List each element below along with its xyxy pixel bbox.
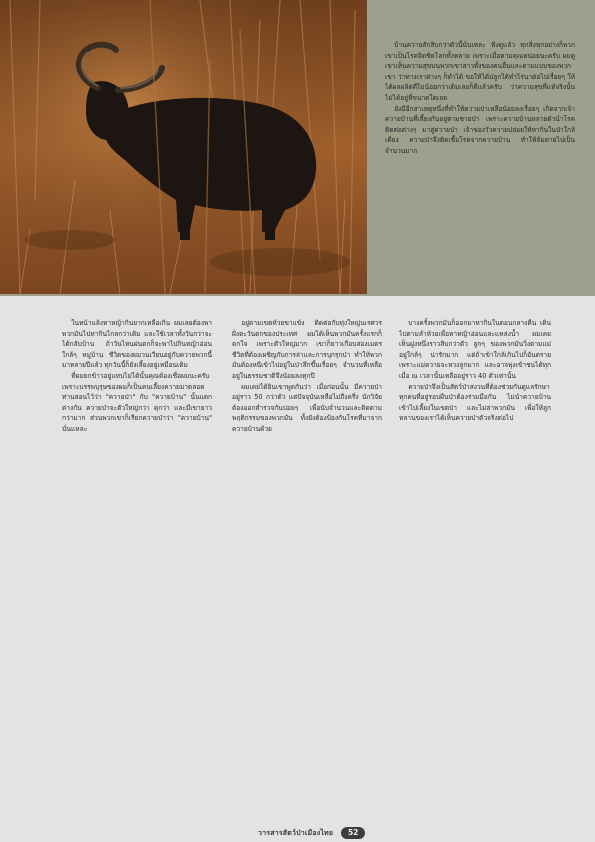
left-column <box>62 318 212 802</box>
buffalo-photo <box>0 0 367 294</box>
paragraph: ผมเคยได้ยินเขาพูดกันว่า เมื่อก่อนนั้น มีควายป่าอยู่ราว 50 กว่าตัว แต่ปัจจุบันเหลือไม่ถึงครึ่ง นักวิจัยต้องออกสำรวจกันบ่อยๆ เพื่อนับจำนวนและติดตามพฤติกรรมของพวกมัน ทั้งยังต้องป้องกันโรคที่มาจากควายบ้านด้วย <box>232 382 382 433</box>
paragraph: บางครั้งพวกมันก็ออกมาหากินในตอนกลางคืน เดินไปตามลำห้วยเพื่อหาหญ้าอ่อนและแหล่งน้ำ ผมเคยเห็นฝูงหนึ่งราวสิบกว่าตัว ลูกๆ ของพวกมันวิ่งตามแม่อยู่ใกล้ๆ น่ารักมาก แต่ถ้าเข้าใกล้เกินไปก็อันตราย เพราะแม่ควายจะหวงลูกมาก และอาจพุ่งเข้าชนได้ทุกเมื่อ ณ เวลานั้นเหลืออยู่ราว 40 ตัวเท่านั้น <box>399 319 551 380</box>
paragraph: ที่ผมยกข้าวอยู่แทบไม่ได้นั้นคุณต้องเชื่อผมนะครับ เพราะบรรพบุรุษของผมก็เป็นคนเลี้ยงควายมาตลอด ท่านสอนไว้ว่า "ควายป่า" กับ "ควายบ้าน" นั้นแตกต่างกัน ควายป่าจะตัวใหญ่กว่า ดุกว่า และมีเขายาวกว่ามาก ส่วนพวกเขาก็เรียกควายป่าว่า "ควายบ้าน" นั่นแหละ <box>62 371 212 433</box>
page-number: 52 <box>341 827 365 839</box>
journal-title: วารสารสัตว์ป่าเมืองไทย <box>258 828 334 837</box>
paragraph: ในหน้าแล้งหาหญ้ากินยากเหลือเกิน ผมเลยต้องพาพวกมันไปหากินไกลกว่าเดิม และใช้เวลาทั้งวันกว่าจะได้กลับบ้าน ถ้าวันไหนฝนตกก็จะพาไปกินหญ้าอ่อนใกล้ๆ หมู่บ้าน ชีวิตของผมวนเวียนอยู่กับควายพวกนี้มาหลายปีแล้ว ทุกวันนี้ก็ยังเลี้ยงอยู่เหมือนเดิม <box>62 319 212 370</box>
paragraph: อยู่ตามเขตห้วยขาแข้ง ติดต่อกับทุ่งใหญ่นเรศวร ฝั่งตะวันตกของประเทศ ผมได้เห็นพวกมันครั้งแรกก็ตกใจ เพราะตัวใหญ่มาก เขาก็ยาวเกือบสองเมตร ชีวิตที่ต้องเผชิญกับการล่าและการบุกรุกป่า ทำให้พวกมันต้องหนีเข้าไปอยู่ในป่าลึกขึ้นเรื่อยๆ จำนวนที่เหลืออยู่ในธรรมชาติจึงน้อยลงทุกปี <box>232 319 382 380</box>
right-column <box>399 318 551 802</box>
paragraph: ควายป่าจึงเป็นสัตว์ป่าสงวนที่ต้องช่วยกันดูแลรักษา ทุกคนที่อยู่รอบผืนป่าต้องร่วมมือกัน ไม่นำควายบ้านเข้าไปเลี้ยงในเขตป่า และไม่ล่าพวกมัน เพื่อให้ลูกหลานของเราได้เห็นควายป่าตัวจริงต่อไป <box>399 382 551 423</box>
top-right-column <box>385 40 575 296</box>
middle-column <box>232 318 382 802</box>
page-footer <box>258 826 365 840</box>
paragraph: ยังมีอีกสาเหตุหนึ่งที่ทำให้ควายป่าเหลือน้อยลงเรื่อยๆ เกิดจากเจ้าควายบ้านที่เลี้ยงกันอยู่ตามชายป่า เพราะควายบ้านหลายตัวนำโรคติดต่อต่างๆ มาสู่ควายป่า เจ้าของวัวควายปล่อยให้หากินในป่าใกล้เคียง ควายป่าจึงติดเชื้อโรคจากควายบ้าน ทำให้ล้มตายไปเป็นจำนวนมาก <box>385 104 575 155</box>
paragraph: บ้านควายสักสิบกว่าตัวนี้นั่นเหละ ฟังดูแล้ว ทุกสิ่งทุกอย่างก็พวกเขาเป็นโรคจิตชิดโลกทั้งหลาย เพราะเมื่อตามคุณหน่อยนะครับ ผมดูเขาเห็นความสุขบนพวกเขาสาวทั้งของคนอื่นและตามแบบของพวกเขา ว่าทางเราต่างๆ ก็ทำได้ ขอให้ได้ปลูกได้ทำไร่นาต่อไปเรื่อยๆ ให้ได้ผลผลิตดีไม่น้อยกว่าเดิมเลยก็ดีแล้วครับ ว่าความสุขที่แท้จริงนั้นไม่ได้อยู่ที่ขนาดใดเลย <box>385 41 575 102</box>
